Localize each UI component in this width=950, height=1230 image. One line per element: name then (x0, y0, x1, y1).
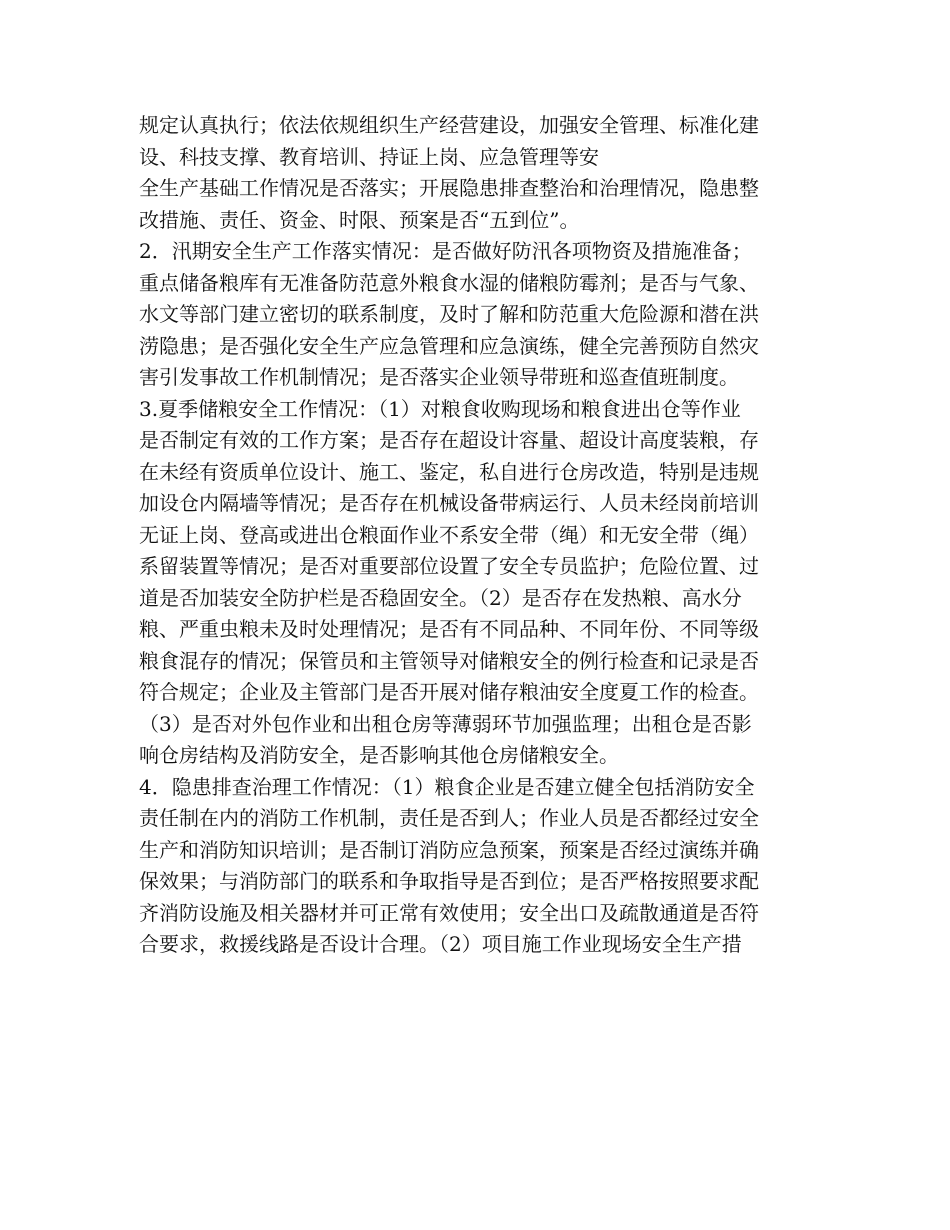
text-line: （3）是否对外包作业和出租仓房等薄弱环节加强监理；出租仓是否影 (139, 711, 752, 736)
text-line: 重点储备粮库有无准备防范意外粮食水湿的储粮防霉剂；是否与气象、 (139, 270, 759, 295)
text-line: 涝隐患；是否强化安全生产应急管理和应急演练，健全完善预防自然灾 (139, 333, 759, 358)
text-line: 符合规定；企业及主管部门是否开展对储存粮油安全度夏工作的检查。 (139, 680, 759, 704)
text-line: 责任制在内的消防工作机制，责任是否到人；作业人员是否都经过安全 (139, 806, 759, 830)
text-line: 是否制定有效的工作方案；是否存在超设计容量、超设计高度装粮，存 (139, 428, 759, 452)
text-line: 4．隐患排查治理工作情况：（1）粮食企业是否建立健全包括消防安全 (139, 774, 755, 799)
text-line: 生产和消防知识培训；是否制订消防应急预案，预案是否经过演练并确 (139, 837, 759, 862)
text-line: 粮、严重虫粮未及时处理情况；是否有不同品种、不同年份、不同等级 (139, 617, 759, 641)
text-line: 无证上岗、登高或进出仓粮面作业不系安全带（绳）和无安全带（绳） (139, 522, 759, 547)
text-line: 合要求，救援线路是否设计合理。（2）项目施工作业现场安全生产措 (139, 932, 742, 956)
text-line: 道是否加装安全防护栏是否稳固安全。（2）是否存在发热粮、高水分 (139, 585, 742, 610)
text-line: 保效果；与消防部门的联系和争取指导是否到位；是否严格按照要求配 (139, 869, 759, 893)
text-line: 设、科技支撑、教育培训、持证上岗、应急管理等安 (139, 144, 599, 169)
document-body (139, 110, 819, 961)
text-line: 响仓房结构及消防安全，是否影响其他仓房储粮安全。 (139, 743, 619, 767)
text-line: 2．汛期安全生产工作落实情况：是否做好防汛各项物资及措施准备； (139, 239, 752, 263)
text-line: 齐消防设施及相关器材并可正常有效使用；安全出口及疏散通道是否符 (139, 900, 759, 925)
text-line: 在未经有资质单位设计、施工、鉴定，私自进行仓房改造，特别是违规 (139, 459, 759, 484)
text-line: 害引发事故工作机制情况；是否落实企业领导带班和巡查值班制度。 (139, 365, 739, 389)
text-line: 改措施、责任、资金、时限、预案是否“五到位”。 (139, 207, 580, 232)
text-line: 3.夏季储粮安全工作情况：（1）对粮食收购现场和粮食进出仓等作业 (139, 396, 741, 421)
text-line: 全生产基础工作情况是否落实；开展隐患排查整治和治理情况，隐患整 (139, 176, 759, 200)
text-line: 水文等部门建立密切的联系制度，及时了解和防范重大危险源和潜在洪 (139, 302, 759, 326)
text-line: 系留装置等情况；是否对重要部位设置了安全专员监护；危险位置、过 (139, 554, 759, 578)
text-line: 粮食混存的情况；保管员和主管领导对储粮安全的例行检查和记录是否 (139, 648, 759, 673)
text-line: 规定认真执行；依法依规组织生产经营建设，加强安全管理、标准化建 (139, 113, 759, 137)
text-line: 加设仓内隔墙等情况；是否存在机械设备带病运行、人员未经岗前培训 (139, 491, 759, 515)
